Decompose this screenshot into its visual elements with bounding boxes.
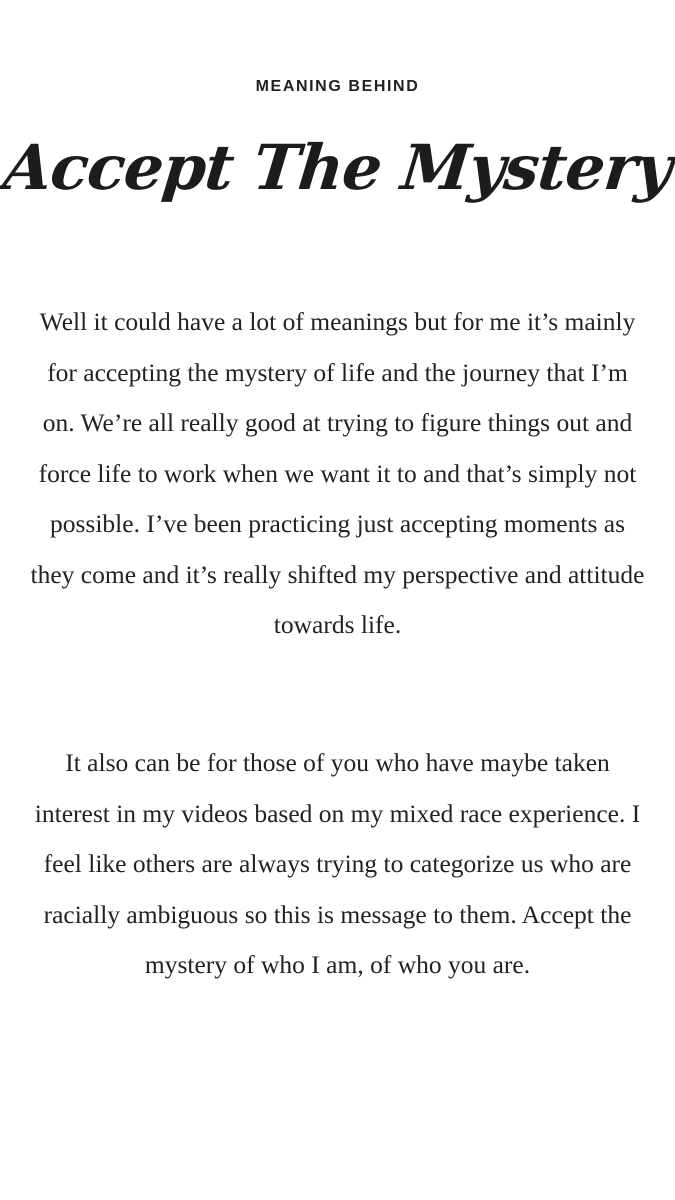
page-title: Accept The Mystery bbox=[0, 131, 675, 204]
paragraph-meaning: Well it could have a lot of meanings but for me it’s mainly for accepting the mystery of life and the journey that I’m on. We’re all really good at trying to figure things out and force life to work when we want it to and that’s simply not possible. I’ve been practicing just accepting moments as they come and it’s really shifted my perspective and attitude towards life. bbox=[30, 307, 645, 639]
paragraph-mixed-race: It also can be for those of you who have maybe taken interest in my videos based on my mixed race experience. I feel like others are always trying to categorize us who are racially ambiguous so this is message to them. Accept the mystery of who I am, of who you are. bbox=[34, 748, 641, 979]
eyebrow-label: MEANING BEHIND bbox=[255, 78, 420, 95]
